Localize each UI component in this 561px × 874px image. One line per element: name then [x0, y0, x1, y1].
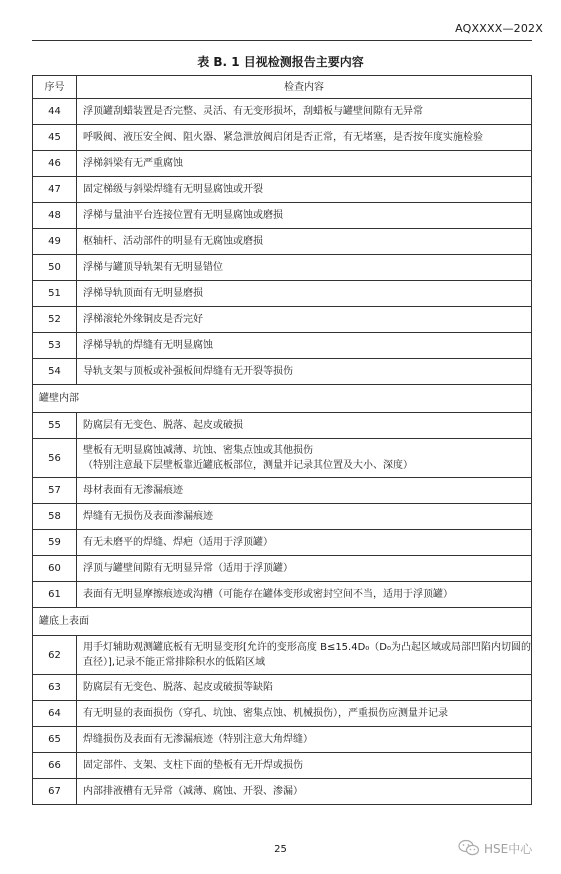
- table-row: [33, 413, 532, 439]
- item-content: [77, 779, 532, 805]
- item-number: 64: [33, 701, 77, 727]
- table-row: [33, 675, 532, 701]
- table-row: [33, 151, 532, 177]
- table-row: [33, 530, 532, 556]
- table-row: [33, 504, 532, 530]
- section-row: [33, 608, 532, 636]
- table-row: [33, 125, 532, 151]
- item-content: [77, 281, 532, 307]
- wechat-icon: [458, 839, 480, 857]
- content-line: 固定梯级与斜梁焊缝有无明显腐蚀或开裂: [83, 184, 263, 195]
- item-number: 54: [33, 359, 77, 385]
- item-number: 67: [33, 779, 77, 805]
- table-row: [33, 255, 532, 281]
- content-line: 浮顶罐刮蜡装置是否完整、灵活、有无变形损坏，刮蜡板与罐壁间隙有无异常: [83, 106, 423, 117]
- content-line: 防腐层有无变色、脱落、起皮或破损等缺陷: [83, 682, 273, 693]
- content-line: 焊缝有无损伤及表面渗漏痕迹: [83, 511, 213, 522]
- content-line: 直径）],记录不能正常排除积水的低陷区域: [83, 657, 266, 668]
- table-row: [33, 439, 532, 478]
- item-number: 56: [33, 439, 77, 478]
- item-number: 46: [33, 151, 77, 177]
- table-title: 表 B. 1 目视检测报告主要内容: [197, 55, 364, 69]
- header-rule: [32, 40, 532, 41]
- page-number: 25: [274, 844, 287, 855]
- table-header-row: [33, 76, 532, 99]
- item-number: 63: [33, 675, 77, 701]
- item-number: 49: [33, 229, 77, 255]
- item-number: 50: [33, 255, 77, 281]
- item-content: [77, 582, 532, 608]
- table-row: [33, 556, 532, 582]
- item-number: 47: [33, 177, 77, 203]
- watermark: [458, 839, 532, 857]
- item-number: 48: [33, 203, 77, 229]
- column-header-number: 序号: [33, 76, 77, 99]
- item-number: 66: [33, 753, 77, 779]
- content-line: 浮顶与罐壁间隙有无明显异常（适用于浮顶罐）: [83, 563, 293, 574]
- item-content: [77, 727, 532, 753]
- table-row: [33, 636, 532, 675]
- item-content: [77, 255, 532, 281]
- item-number: 55: [33, 413, 77, 439]
- content-line: 有无未磨平的焊缝、焊疤（适用于浮顶罐）: [83, 537, 273, 548]
- item-number: 65: [33, 727, 77, 753]
- item-content: [77, 99, 532, 125]
- table-row: [33, 177, 532, 203]
- table-body: [33, 99, 532, 805]
- item-number: 60: [33, 556, 77, 582]
- item-content: [77, 504, 532, 530]
- item-content: [77, 333, 532, 359]
- item-content: [77, 530, 532, 556]
- column-header-content: 检查内容: [77, 76, 532, 99]
- content-line: 浮梯导轨的焊缝有无明显腐蚀: [83, 340, 213, 351]
- item-content: [77, 675, 532, 701]
- content-line: 壁板有无明显腐蚀减薄、坑蚀、密集点蚀或其他损伤: [83, 445, 313, 456]
- content-line: 表面有无明显摩擦痕迹或沟槽（可能存在罐体变形或密封空间不当，适用于浮顶罐）: [83, 589, 453, 600]
- content-line: 浮梯与罐顶导轨架有无明显错位: [83, 262, 223, 273]
- table-row: [33, 701, 532, 727]
- document-code: AQXXXX—202X: [455, 22, 543, 35]
- table-row: [33, 203, 532, 229]
- item-content: [77, 203, 532, 229]
- item-number: 58: [33, 504, 77, 530]
- item-content: [77, 478, 532, 504]
- table-row: [33, 779, 532, 805]
- content-line: 浮梯与量油平台连接位置有无明显腐蚀或磨损: [83, 210, 283, 221]
- content-line: 有无明显的表面损伤（穿孔、坑蚀、密集点蚀、机械损伤），严重损伤应测量并记录: [83, 708, 448, 719]
- section-row: [33, 385, 532, 413]
- item-content: [77, 359, 532, 385]
- item-number: 53: [33, 333, 77, 359]
- item-number: 52: [33, 307, 77, 333]
- item-content: [77, 556, 532, 582]
- content-line: 导轨支架与顶板或补强板间焊缝有无开裂等损伤: [83, 366, 293, 377]
- item-number: 51: [33, 281, 77, 307]
- item-content: [77, 229, 532, 255]
- item-content: [77, 439, 532, 478]
- item-content: [77, 636, 532, 675]
- inspection-table: [32, 75, 532, 805]
- watermark-text: HSE中心: [484, 841, 533, 856]
- content-line: 防腐层有无变色、脱落、起皮或破损: [83, 420, 243, 431]
- table-row: [33, 727, 532, 753]
- table-row: [33, 478, 532, 504]
- table-row: [33, 359, 532, 385]
- item-content: [77, 413, 532, 439]
- table-row: [33, 229, 532, 255]
- item-number: 59: [33, 530, 77, 556]
- item-number: 45: [33, 125, 77, 151]
- content-line: 内部排液槽有无异常（减薄、腐蚀、开裂、渗漏）: [83, 786, 303, 797]
- item-number: 57: [33, 478, 77, 504]
- content-line: 浮梯滚轮外缘铜皮是否完好: [83, 314, 203, 325]
- item-number: 62: [33, 636, 77, 675]
- item-content: [77, 151, 532, 177]
- table-row: [33, 281, 532, 307]
- item-number: 44: [33, 99, 77, 125]
- content-line: 浮梯斜梁有无严重腐蚀: [83, 158, 183, 169]
- section-label: 罐壁内部: [33, 385, 532, 413]
- content-line: 枢轴杆、活动部件的明显有无腐蚀或磨损: [83, 236, 263, 247]
- table-row: [33, 99, 532, 125]
- item-content: [77, 307, 532, 333]
- item-number: 61: [33, 582, 77, 608]
- table-row: [33, 753, 532, 779]
- item-content: [77, 753, 532, 779]
- content-line: （特别注意最下层壁板靠近罐底板部位，测量并记录其位置及大小、深度）: [83, 460, 413, 471]
- table-row: [33, 582, 532, 608]
- table-row: [33, 333, 532, 359]
- content-line: 焊缝损伤及表面有无渗漏痕迹（特别注意大角焊缝）: [83, 734, 313, 745]
- item-content: [77, 701, 532, 727]
- content-line: 母材表面有无渗漏痕迹: [83, 485, 183, 496]
- content-line: 浮梯导轨顶面有无明显磨损: [83, 288, 203, 299]
- content-line: 呼吸阀、液压安全阀、阻火器、紧急泄放阀启闭是否正常，有无堵塞，是否按年度实施检验: [83, 132, 483, 143]
- table-row: [33, 307, 532, 333]
- section-label: 罐底上表面: [33, 608, 532, 636]
- item-content: [77, 177, 532, 203]
- item-content: [77, 125, 532, 151]
- content-line: 固定部件、支架、支柱下面的垫板有无开焊或损伤: [83, 760, 303, 771]
- content-line: 用手灯辅助观测罐底板有无明显变形[允许的变形高度 B≤15.4D₀（D₀为凸起区域或局部凹陷内切圆的: [83, 642, 532, 653]
